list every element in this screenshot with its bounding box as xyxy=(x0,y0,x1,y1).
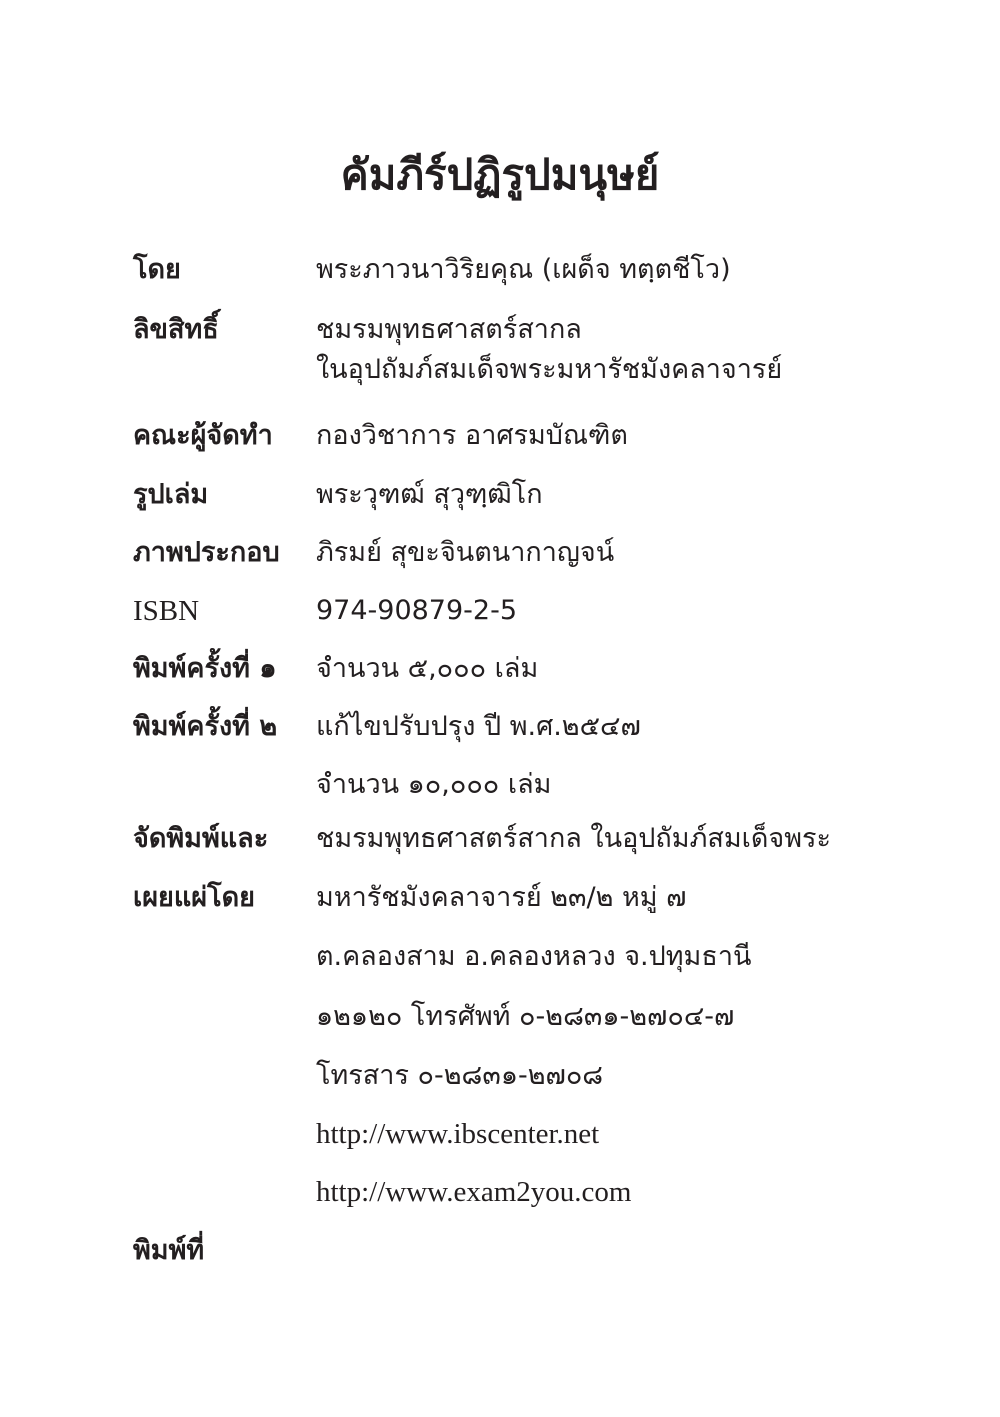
publisher-line2: มหารัชมังคลาจารย์ ๒๓/๒ หมู่ ๗ xyxy=(316,882,687,913)
publisher-line4: ๑๒๑๒๐ โทรศัพท์ ๐-๒๘๓๑-๒๗๐๔-๗ xyxy=(316,1001,735,1032)
copyright-value-line2: ในอุปถัมภ์สมเด็จพระมหารัชมังคลาจารย์ xyxy=(316,354,783,385)
illustration-value: ภิรมย์ สุขะจินตนากาญจน์ xyxy=(316,537,615,568)
second-printing-value-line2: จำนวน ๑๐,๐๐๐ เล่ม xyxy=(316,769,552,800)
publisher-line1: ชมรมพุทธศาสตร์สากล ในอุปถัมภ์สมเด็จพระ xyxy=(316,823,832,854)
layout-label: รูปเล่ม xyxy=(133,479,209,510)
team-label: คณะผู้จัดทำ xyxy=(133,420,273,451)
illustration-label: ภาพประกอบ xyxy=(133,537,280,568)
team-value: กองวิชาการ อาศรมบัณฑิต xyxy=(316,420,628,451)
publisher-label-line1: จัดพิมพ์และ xyxy=(133,823,269,854)
website-url-exam2you: http://www.exam2you.com xyxy=(316,1176,632,1208)
copyright-value-line1: ชมรมพุทธศาสตร์สากล xyxy=(316,314,582,345)
book-title: คัมภีร์ปฏิรูปมนุษย์ xyxy=(340,150,660,199)
second-printing-label: พิมพ์ครั้งที่ ๒ xyxy=(133,711,278,742)
isbn-value: 974-90879-2-5 xyxy=(316,595,518,626)
first-printing-value: จำนวน ๕,๐๐๐ เล่ม xyxy=(316,653,539,684)
publisher-line5: โทรสาร ๐-๒๘๓๑-๒๗๐๘ xyxy=(316,1060,604,1091)
isbn-label: ISBN xyxy=(133,595,200,627)
first-printing-label: พิมพ์ครั้งที่ ๑ xyxy=(133,653,277,684)
layout-value: พระวุฑฒ์ สุวุฑฺฒิโก xyxy=(316,479,543,510)
author-label: โดย xyxy=(133,254,181,285)
printer-label: พิมพ์ที่ xyxy=(133,1235,205,1266)
second-printing-value-line1: แก้ไขปรับปรุง ปี พ.ศ.๒๕๔๗ xyxy=(316,711,641,742)
author-value: พระภาวนาวิริยคุณ (เผด็จ ทตฺตชีโว) xyxy=(316,254,731,285)
copyright-label: ลิขสิทธิ์ xyxy=(133,314,219,345)
publisher-label-line2: เผยแผ่โดย xyxy=(133,882,255,913)
website-url-ibscenter: http://www.ibscenter.net xyxy=(316,1118,600,1150)
publisher-line3: ต.คลองสาม อ.คลองหลวง จ.ปทุมธานี xyxy=(316,941,752,972)
